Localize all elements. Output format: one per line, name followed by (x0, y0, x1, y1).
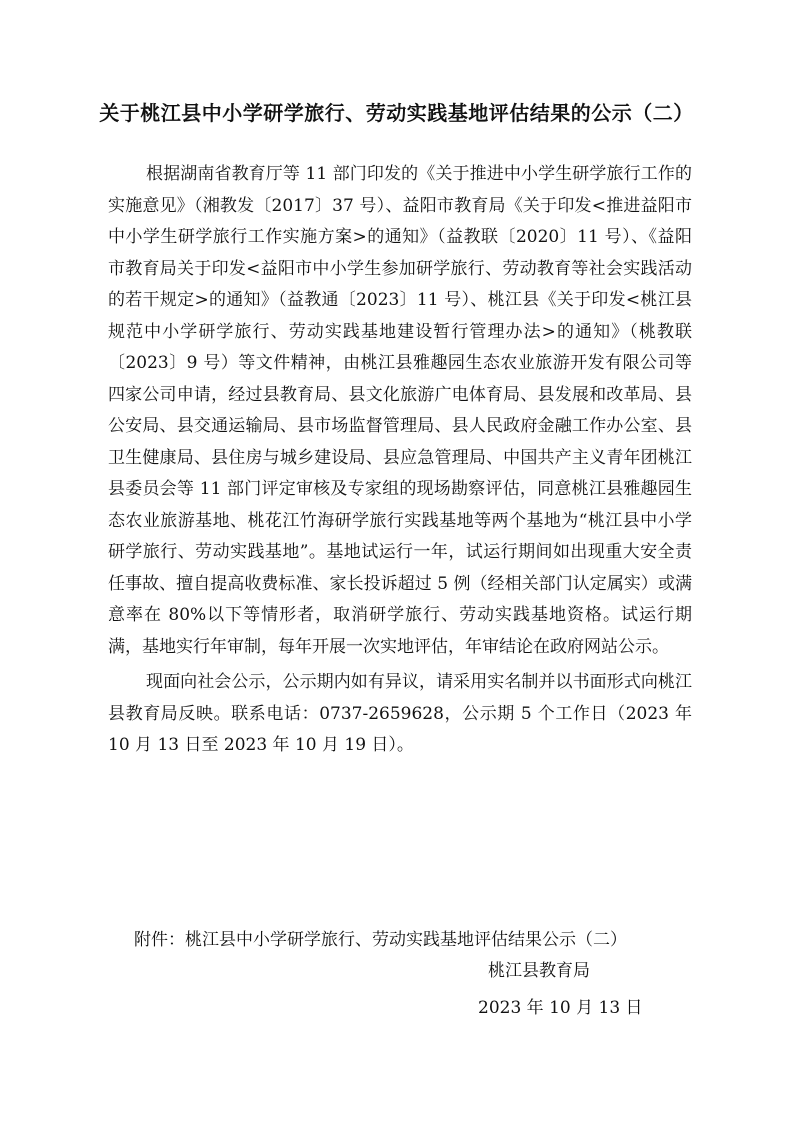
body-paragraph: 根据湖南省教育厅等 11 部门印发的《关于推进中小学生研学旅行工作的实施意见》（湘教发〔2017〕37 号）、益阳市教育局《关于印发<推进益阳市中小学生研学旅行工作实施方案>的通知》（益教联〔2020〕11 号）、《益阳市教育局关于印发<益阳市中小学生参加研学旅行、劳动教育等社会实践活动的若干规定>的通知》（益教通〔2023〕11 号）、桃江县《关于印发<桃江县规范中小学研学旅行、劳动实践基地建设暂行管理办法>的通知》（桃教联〔2023〕9 号）等文件精神，由桃江县雅趣园生态农业旅游开发有限公司等四家公司申请，经过县教育局、县文化旅游广电体育局、县发展和改革局、县公安局、县交通运输局、县市场监督管理局、县人民政府金融工作办公室、县卫生健康局、县住房与城乡建设局、县应急管理局、中国共产主义青年团桃江县委员会等 11 部门评定审核及专家组的现场勘察评估，同意桃江县雅趣园生态农业旅游基地、桃花江竹海研学旅行实践基地等两个基地为“桃江县中小学研学旅行、劳动实践基地”。基地试运行一年，试运行期间如出现重大安全责任事故、擅自提高收费标准、家长投诉超过 5 例（经相关部门认定属实）或满意率在 80%以下等情形者，取消研学旅行、劳动实践基地资格。试运行期满，基地实行年审制，每年开展一次实地评估，年审结论在政府网站公示。 (108, 164, 692, 657)
issue-date: 2023 年 10 月 13 日 (478, 998, 643, 1018)
attachment-line: 附件：桃江县中小学研学旅行、劳动实践基地评估结果公示（二） (134, 930, 627, 950)
document-title: 关于桃江县中小学研学旅行、劳动实践基地评估结果的公示（二） (99, 101, 694, 125)
document-body (108, 159, 692, 762)
body-paragraph: 现面向社会公示，公示期内如有异议，请采用实名制并以书面形式向桃江县教育局反映。联系电话：0737-2659628，公示期 5 个工作日（2023 年 10 月 13 日至 2023 年 10 月 19 日）。 (108, 672, 692, 755)
signer-organization: 桃江县教育局 (488, 961, 590, 981)
